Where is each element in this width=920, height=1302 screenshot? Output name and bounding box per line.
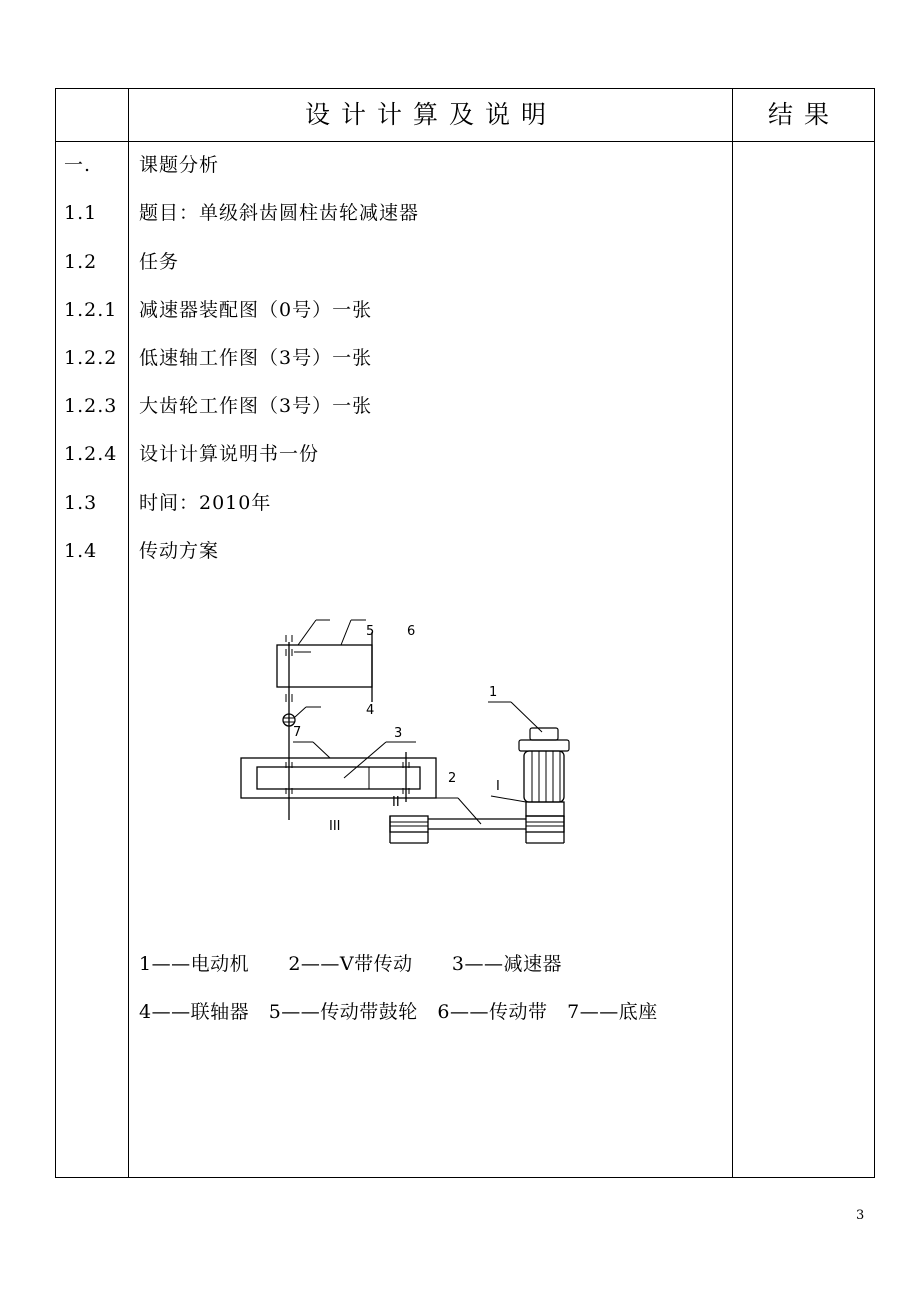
legend-line-1: 1——电动机 2——V带传动 3——减速器	[139, 953, 562, 975]
section-text: 任务	[139, 251, 180, 273]
section-text: 传动方案	[139, 540, 220, 562]
motor-body	[524, 751, 564, 802]
label-drum: 5	[366, 624, 375, 639]
label-belt: 6	[407, 624, 416, 639]
label-shaft-iii: III	[329, 819, 341, 834]
section-text: 时间：2010年	[139, 492, 272, 514]
transmission-diagram	[226, 602, 606, 862]
label-shaft-ii: II	[392, 795, 400, 810]
section-number: 1.2.2	[64, 347, 118, 369]
section-number: 1.2.3	[64, 395, 118, 417]
label-reducer: 3	[394, 726, 403, 741]
section-text: 设计计算说明书一份	[139, 443, 320, 465]
section-number: 1.3	[64, 492, 98, 514]
section-number: 1.4	[64, 540, 98, 562]
page-number: 3	[856, 1208, 865, 1223]
large-pulley	[526, 816, 564, 832]
section-number: 一.	[64, 154, 92, 176]
header-result: 结果	[767, 100, 840, 129]
label-coupling: 4	[366, 703, 375, 718]
drum-outline	[277, 645, 372, 687]
legend-line-2: 4——联轴器 5——传动带鼓轮 6——传动带 7——底座	[139, 1001, 658, 1023]
motor-base	[526, 802, 564, 816]
section-text: 题目：单级斜齿圆柱齿轮减速器	[139, 202, 420, 224]
section-number: 1.2.4	[64, 443, 118, 465]
section-text: 大齿轮工作图（3号）一张	[139, 395, 373, 417]
label-base: 7	[293, 725, 302, 740]
column-divider-right	[732, 89, 733, 1177]
base-frame	[241, 758, 436, 798]
header-divider	[56, 141, 874, 142]
section-number: 1.2	[64, 251, 98, 273]
section-text: 低速轴工作图（3号）一张	[139, 347, 373, 369]
section-text: 课题分析	[139, 154, 220, 176]
section-number: 1.1	[64, 202, 98, 224]
section-number: 1.2.1	[64, 299, 118, 321]
design-table	[55, 88, 875, 1178]
reducer-housing	[257, 767, 420, 789]
label-belt-drive: 2	[448, 771, 457, 786]
label-motor: 1	[489, 685, 498, 700]
small-pulley	[390, 816, 428, 832]
label-shaft-i: I	[496, 779, 500, 794]
header-main: 设计计算及说明	[304, 100, 557, 129]
section-text: 减速器装配图（0号）一张	[139, 299, 373, 321]
